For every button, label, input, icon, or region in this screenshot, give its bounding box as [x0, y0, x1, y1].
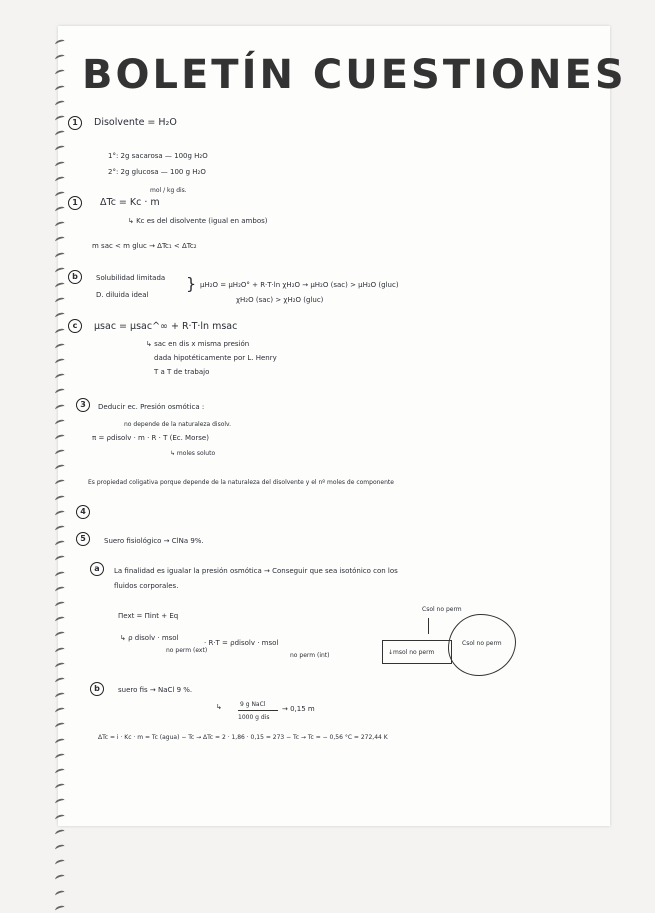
spiral-ring [54, 722, 65, 731]
spiral-ring [54, 570, 65, 579]
spiral-ring [54, 509, 65, 518]
qb-equation: μH₂O = μH₂O° + R·T·ln χH₂O → μH₂O (sac) > μH₂O (gluc) [200, 281, 399, 289]
qc-line3: T a T de trabajo [154, 368, 210, 376]
qc-equation: μsac = μsac^∞ + R·T·ln msac [94, 321, 238, 332]
qb-chi: χH₂O (sac) > χH₂O (gluc) [236, 296, 324, 304]
q3-moles: ↳ moles soluto [170, 450, 216, 457]
spiral-ring [54, 357, 65, 366]
spiral-ring [54, 236, 65, 245]
q5b-frac-top: 9 g NaCl [240, 701, 266, 708]
spiral-ring [54, 859, 65, 868]
spiral-ring [54, 99, 65, 108]
q1-note: ↳ Kc es del disolvente (igual en ambos) [128, 217, 268, 225]
spiral-ring [54, 874, 65, 883]
q5a-equation2a: ↳ ρ disolv · msol [120, 634, 179, 642]
diagram-arrow [428, 618, 429, 634]
spiral-ring [54, 616, 65, 625]
spiral-ring [54, 221, 65, 230]
spiral-ring [54, 661, 65, 670]
qb-condition2: D. diluida ideal [96, 291, 149, 299]
spiral-ring [54, 783, 65, 792]
question-number-c: c [68, 319, 82, 333]
spiral-ring [54, 889, 65, 898]
q3-equation: π = ρdisolv · m · R · T (Ec. Morse) [92, 434, 209, 442]
spiral-ring [54, 130, 65, 139]
spiral-ring [54, 646, 65, 655]
spiral-ring [54, 206, 65, 215]
q5a-equation1: Πext = Πint + Eq [118, 612, 179, 620]
spiral-ring [54, 403, 65, 412]
spiral-ring [54, 449, 65, 458]
spiral-ring [54, 676, 65, 685]
diagram-box-label: ↓msol no perm [388, 649, 435, 656]
question-number-a: 1 [68, 196, 82, 210]
q1-solvent: Disolvente = H₂O [94, 117, 177, 128]
q1-equation: ΔTc = Kc · m [100, 197, 160, 208]
question-number-5b: b [90, 682, 104, 696]
q5b-line: suero fis → NaCl 9 %. [118, 686, 193, 694]
spiral-ring [54, 84, 65, 93]
q5a-sub-ext: no perm (ext) [166, 647, 208, 654]
q5b-result: → 0,15 m [282, 705, 315, 713]
spiral-ring [54, 494, 65, 503]
q1-comparison: m sac < m gluc → ΔTc₁ < ΔTc₂ [92, 242, 197, 250]
spiral-ring [54, 464, 65, 473]
q5a-equation2b: · R·T = ρdisolv · msol [204, 639, 279, 647]
question-number-4: 4 [76, 505, 90, 519]
q5a-text1: La finalidad es igualar la presión osmótica → Conseguir que sea isotónico con los [114, 567, 398, 575]
spiral-ring [54, 38, 65, 47]
spiral-ring [54, 433, 65, 442]
q1-line1: 1°: 2g sacarosa — 100g H₂O [108, 152, 208, 160]
q5-suero: Suero fisiológico → ClNa 9%. [104, 537, 204, 545]
spiral-ring [54, 418, 65, 427]
spiral-ring [54, 54, 65, 63]
qc-line1: ↳ sac en dis x misma presión [146, 340, 250, 348]
question-number-5a: a [90, 562, 104, 576]
brace: } [186, 274, 197, 293]
qb-condition1: Solubilidad limitada [96, 274, 166, 282]
spiral-ring [54, 312, 65, 321]
q3-title: Deducir ec. Presión osmótica : [98, 403, 205, 411]
spiral-ring [54, 692, 65, 701]
spiral-ring [54, 479, 65, 488]
spiral-ring [54, 342, 65, 351]
spiral-binding [55, 40, 69, 820]
spiral-ring [54, 297, 65, 306]
spiral-ring [54, 175, 65, 184]
question-number-3: 3 [76, 398, 90, 412]
spiral-ring [54, 373, 65, 382]
spiral-ring [54, 524, 65, 533]
diagram-csol-label: Csol no perm [422, 606, 462, 613]
question-number-1: 1 [68, 116, 82, 130]
question-number-b: b [68, 270, 82, 284]
q3-dependence: no depende de la naturaleza disolv. [124, 421, 232, 428]
q1-units: mol / kg dis. [150, 187, 187, 194]
q5a-text2: fluidos corporales. [114, 582, 179, 590]
spiral-ring [54, 600, 65, 609]
spiral-ring [54, 752, 65, 761]
question-number-5: 5 [76, 532, 90, 546]
spiral-ring [54, 904, 65, 913]
spiral-ring [54, 767, 65, 776]
q5b-frac-bottom: 1000 g dis [238, 714, 270, 721]
final-equation: ΔTc = i · Kc · m = Tc (agua) − Tc → ΔTc = 2 · 1,86 · 0,15 = 273 − Tc → Tc = − 0,56 °C = 272,44 K [98, 734, 388, 741]
q1-line2: 2°: 2g glucosa — 100 g H₂O [108, 168, 206, 176]
diagram-blob-label: Csol no perm [462, 640, 502, 647]
spiral-ring [54, 540, 65, 549]
spiral-ring [54, 145, 65, 154]
spiral-ring [54, 798, 65, 807]
spiral-ring [54, 281, 65, 290]
spiral-ring [54, 190, 65, 199]
spiral-ring [54, 585, 65, 594]
spiral-ring [54, 631, 65, 640]
spiral-ring [54, 251, 65, 260]
q5b-frac-arrow: ↳ [216, 703, 222, 711]
q5a-sub-int: no perm (int) [290, 652, 330, 659]
spiral-ring [54, 828, 65, 837]
spiral-ring [54, 327, 65, 336]
spiral-ring [54, 69, 65, 78]
page-title: BOLETÍN CUESTIONES [82, 52, 627, 98]
spiral-ring [54, 266, 65, 275]
spiral-ring [54, 114, 65, 123]
spiral-ring [54, 555, 65, 564]
spiral-ring [54, 388, 65, 397]
spiral-ring [54, 707, 65, 716]
fraction-bar [238, 710, 278, 711]
qc-line2: dada hipotéticamente por L. Henry [154, 354, 277, 362]
q3-property: Es propiedad coligativa porque depende de la naturaleza del disolvente y el nº moles de componente [88, 479, 394, 486]
spiral-ring [54, 737, 65, 746]
spiral-ring [54, 160, 65, 169]
